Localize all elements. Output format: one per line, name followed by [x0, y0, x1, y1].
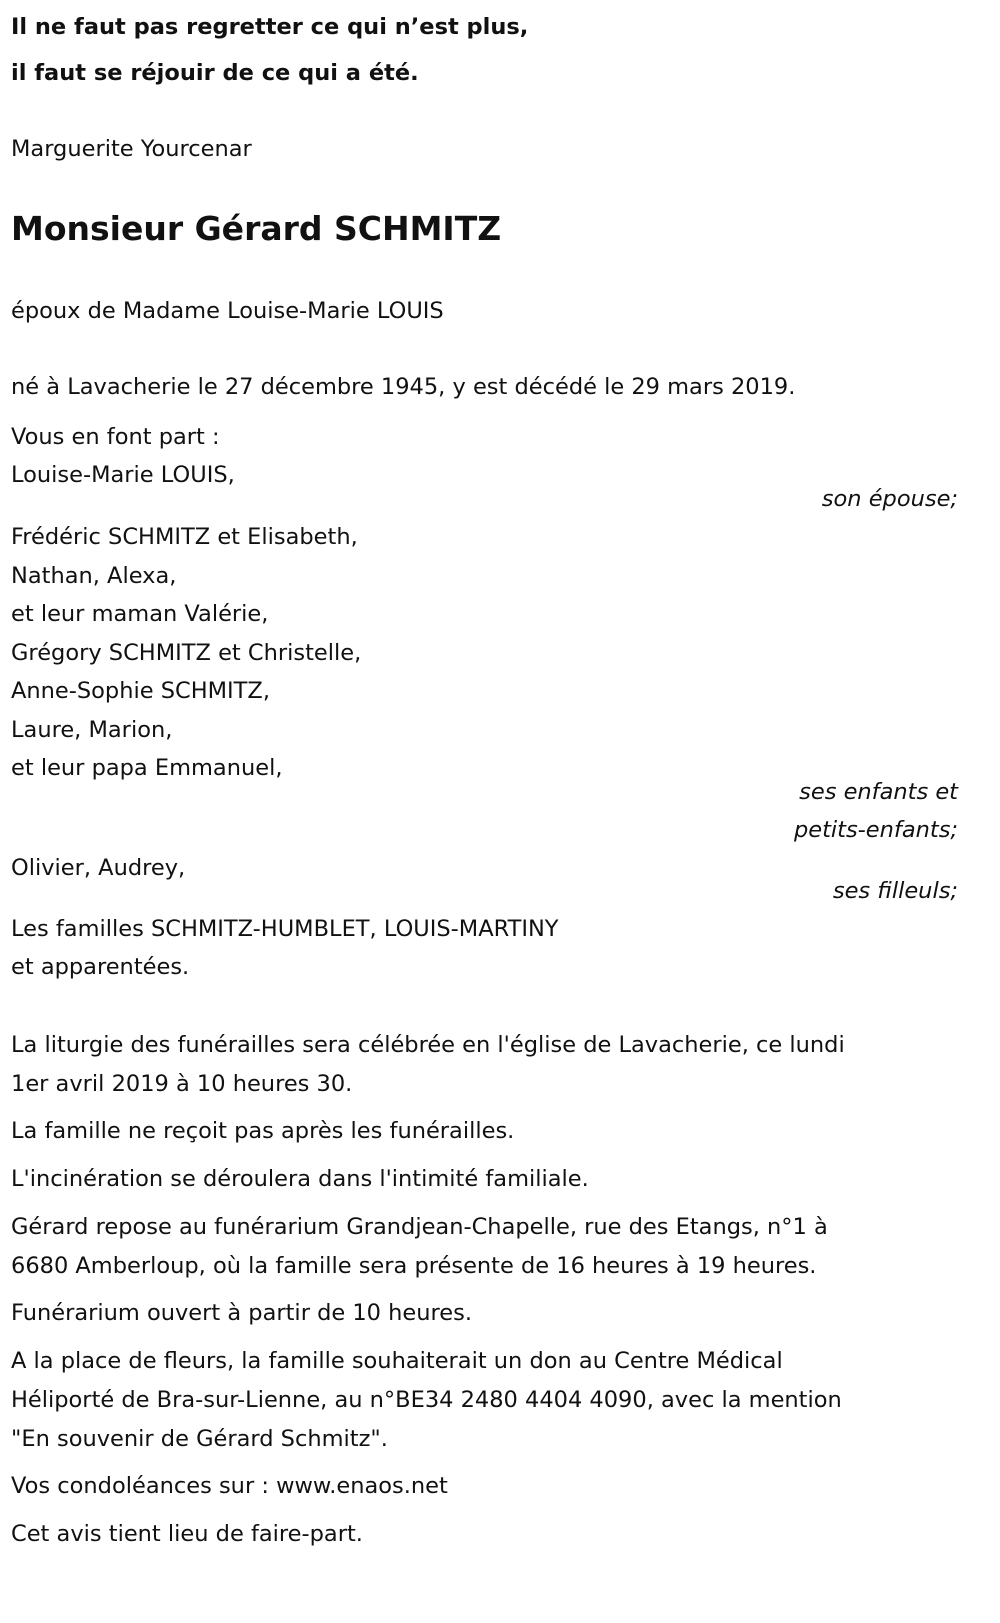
condolences-line: [11, 1467, 448, 1506]
donation-info: [11, 1342, 971, 1459]
quote-line: il faut se réjouir de ce qui a été.: [11, 60, 419, 86]
family-member: Olivier, Audrey,: [11, 855, 186, 881]
incineration-info: L'incinération se déroulera dans l'intimité familiale.: [11, 1166, 589, 1192]
liturgy-info: [11, 1026, 971, 1103]
families: [11, 910, 971, 986]
donation-line: Héliporté de Bra-sur-Lienne, au n°BE34 2480 4404 4090, avec la mention: [11, 1387, 842, 1413]
funeral-home-line: 6680 Amberloup, où la famille sera présente de 16 heures à 19 heures.: [11, 1252, 817, 1279]
closing-note: Cet avis tient lieu de faire-part.: [11, 1521, 363, 1547]
donation-line: A la place de fleurs, la famille souhaiterait un don au Centre Médical: [11, 1348, 783, 1374]
family-member: Frédéric SCHMITZ et Elisabeth,: [11, 524, 358, 550]
condolences-label: Vos condoléances sur :: [11, 1473, 277, 1499]
family-member: Laure, Marion,: [11, 716, 173, 743]
family-role: ses enfants et: [799, 779, 958, 805]
condolences-link[interactable]: www.enaos.net: [276, 1473, 448, 1499]
family-role: ses filleuls;: [832, 878, 958, 904]
announcement-intro: Vous en font part :: [11, 424, 220, 450]
spouse-line: époux de Madame Louise-Marie LOUIS: [11, 298, 444, 324]
children-list: [11, 518, 971, 788]
donation-line: "En souvenir de Gérard Schmitz".: [11, 1426, 388, 1452]
quote-author: Marguerite Yourcenar: [11, 136, 252, 162]
liturgy-line: La liturgie des funérailles sera célébrée en l'église de Lavacherie, ce lundi: [11, 1032, 845, 1058]
quote-line: Il ne faut pas regretter ce qui n’est plus,: [11, 14, 529, 40]
quote: [11, 4, 971, 96]
funeral-home-line: Gérard repose au funérarium Grandjean-Chapelle, rue des Etangs, n°1 à: [11, 1214, 828, 1240]
reception-info: La famille ne reçoit pas après les funérailles.: [11, 1118, 515, 1144]
birth-death-line: né à Lavacherie le 27 décembre 1945, y est décédé le 29 mars 2019.: [11, 374, 796, 400]
family-member: Anne-Sophie SCHMITZ,: [11, 678, 270, 704]
family-role: petits-enfants;: [793, 817, 958, 843]
families-line: Les familles SCHMITZ-HUMBLET, LOUIS-MARTINY: [11, 916, 559, 942]
family-member: et leur papa Emmanuel,: [11, 755, 283, 781]
deceased-name: Monsieur Gérard SCHMITZ: [11, 209, 502, 248]
liturgy-line: 1er avril 2019 à 10 heures 30.: [11, 1070, 353, 1097]
families-line: et apparentées.: [11, 954, 190, 980]
opening-info: Funérarium ouvert à partir de 10 heures.: [11, 1300, 472, 1326]
family-role: son épouse;: [821, 486, 958, 512]
family-member: Grégory SCHMITZ et Christelle,: [11, 639, 362, 666]
funeral-home-info: [11, 1208, 971, 1285]
family-member: Nathan, Alexa,: [11, 562, 177, 589]
family-member: et leur maman Valérie,: [11, 601, 269, 627]
family-member: Louise-Marie LOUIS,: [11, 462, 235, 488]
